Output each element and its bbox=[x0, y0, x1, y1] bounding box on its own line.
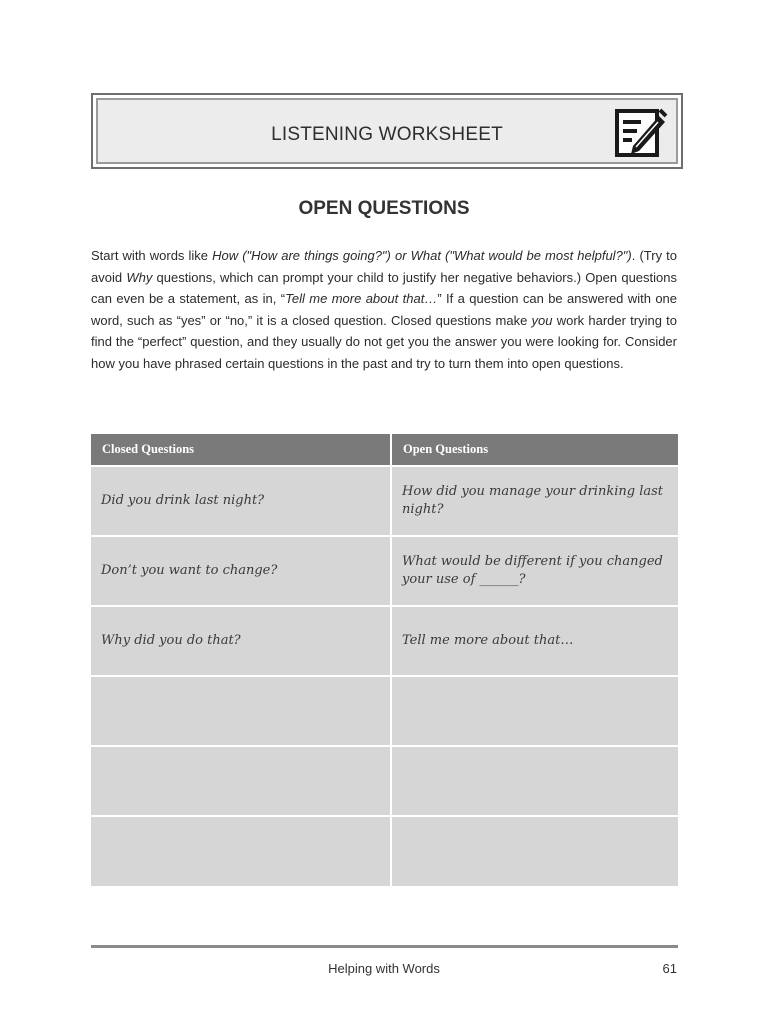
worksheet-header-inner bbox=[96, 98, 678, 164]
worksheet-title: LISTENING WORKSHEET bbox=[271, 124, 503, 145]
open-question-cell: How did you manage your drinking last night? bbox=[391, 466, 678, 536]
closed-question-cell[interactable] bbox=[91, 676, 391, 746]
table-row bbox=[91, 536, 678, 606]
intro-paragraph: Start with words like How ("How are things going?") or What ("What would be most helpful?"). (Try to avoid Why questions, which can prompt your child to justify her negative behaviors.) Open questions can even be a statement, as in, “Tell me more about that…” If a question can be answered with one word, such as “yes” or “no,” it is a closed question. Closed questions make you work harder trying to find the “perfect” question, and they usually do not get you the answer you were looking for. Consider how you have phrased certain questions in the past and try to turn them into open questions. bbox=[91, 248, 678, 371]
closed-question-cell[interactable] bbox=[91, 746, 391, 816]
footer-divider bbox=[91, 945, 678, 948]
worksheet-header bbox=[91, 93, 683, 169]
note-edit-icon bbox=[605, 104, 669, 164]
closed-question-cell: Why did you do that? bbox=[91, 606, 391, 676]
open-question-cell: Tell me more about that… bbox=[391, 606, 678, 676]
closed-questions-header: Closed Questions bbox=[91, 434, 391, 466]
table-row bbox=[91, 816, 678, 886]
table-row bbox=[91, 606, 678, 676]
open-questions-header: Open Questions bbox=[391, 434, 678, 466]
page-number: 61 bbox=[662, 961, 677, 976]
closed-question-cell[interactable] bbox=[91, 816, 391, 886]
questions-table bbox=[91, 434, 678, 886]
section-title: OPEN QUESTIONS bbox=[298, 198, 470, 219]
open-question-cell[interactable] bbox=[391, 746, 678, 816]
footer-title: Helping with Words bbox=[328, 961, 440, 976]
table-row bbox=[91, 676, 678, 746]
open-question-cell[interactable] bbox=[391, 676, 678, 746]
table-header-row bbox=[91, 434, 678, 466]
open-question-cell[interactable] bbox=[391, 816, 678, 886]
closed-question-cell: Don’t you want to change? bbox=[91, 536, 391, 606]
closed-question-cell: Did you drink last night? bbox=[91, 466, 391, 536]
table-row bbox=[91, 466, 678, 536]
table-row bbox=[91, 746, 678, 816]
open-question-cell: What would be different if you changed your use of ______? bbox=[391, 536, 678, 606]
